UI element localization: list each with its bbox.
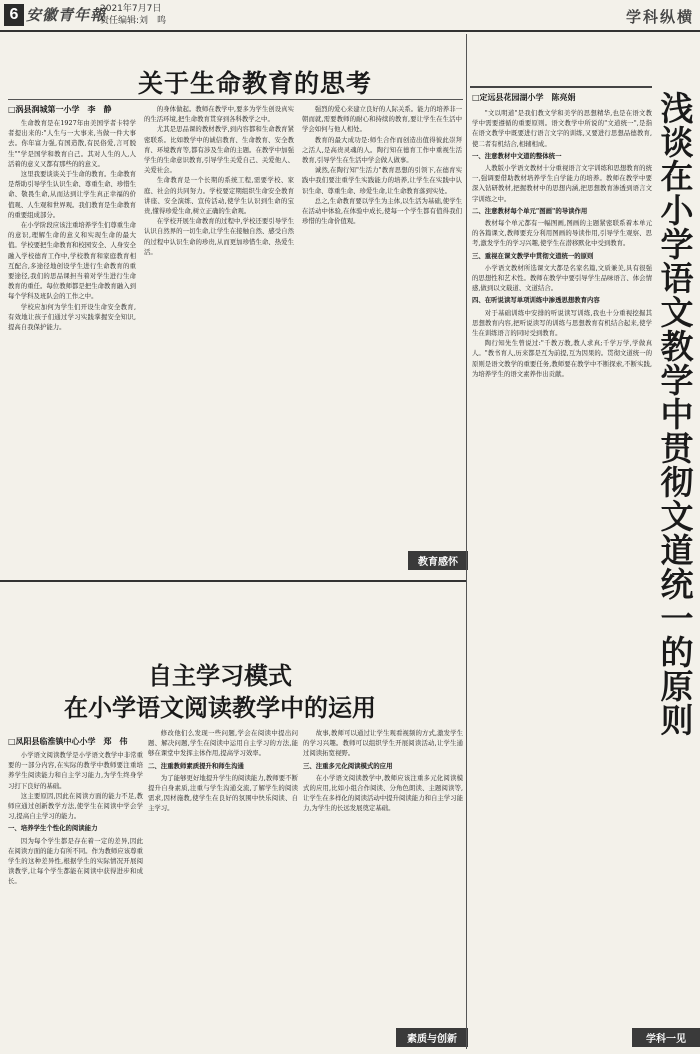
article1-title: 关于生命教育的思考 <box>137 69 372 98</box>
masthead-logo: 安徽青年報 <box>26 6 107 24</box>
article2-byline: □凤阳县临淮镇中心小学 郑 伟 <box>8 737 128 746</box>
paragraph: 在小学语文阅读教学中,教师应该注重多元化阅读模式的应用,比如小组合作阅读、分角色朗读、主题阅读等,让学生在多样化的阅读活动中提升阅读能力和自主学习能力,为学生的长远发展奠定基础。 <box>303 773 463 813</box>
article2-title <box>50 660 390 724</box>
paragraph: 尤其是思品课的教材教学,到内容都和生命教育紧密联系。比如教学中的诚信教育、生命教育、安全教育、环境教育等,都有涉及生命的主题。在教学中加强学生的生命意识教育,引导学生关爱自己、关爱他人、关爱社会。 <box>144 125 294 175</box>
paragraph: 诚然,在陶行知"生活力"教育思想的引领下,在德育实践中我们要注重学生实践能力的培养,让学生在实践中认识生命、尊重生命、珍爱生命,让生命教育落到实处。 <box>302 166 462 195</box>
article3-byline: □定远县花园湖小学 陈亮娟 <box>472 93 576 102</box>
header-meta <box>100 3 166 27</box>
column-divider <box>466 34 467 1049</box>
paragraph: 陶行知先生曾说过:"千教万教,教人求真;千学万学,学做真人。"教书育人,历来都是互为前提,互为因果的。贯彻文道统一的原则是语文教学的重要任务,教师要在教学中不断探索,不断实践,为培养学生的语文素养作出贡献。 <box>472 339 652 378</box>
paragraph: 在学校开展生命教育的过程中,学校还要引导学生认识自然界的一切生命,让学生在接触自然、感受自然的过程中认识生命的珍贵,从而更加珍惜生命、热爱生活。 <box>144 217 294 256</box>
section-title: 学科纵横 <box>625 8 694 26</box>
article3-title: 浅谈在小学语文教学中贯彻文道统一的原则 <box>660 89 694 740</box>
article2-title-line1: 自主学习模式 <box>148 662 292 690</box>
article1-byline: □涡县润城第一小学 李 静 <box>8 105 112 114</box>
subheading: 二、注重教师素质提升和师生沟通 <box>148 761 244 770</box>
paragraph: 小学语文阅读教学是小学语文教学中非常重要的一部分内容,在实际的教学中教师要注重培养学生阅读能力和自主学习能力,为学生终身学习打下良好的基础。 <box>8 751 143 790</box>
subheading: 一、培养学生个性化的阅读能力 <box>8 824 98 833</box>
paragraph: 在小学阶段应该注重培养学生们尊重生命的意识,理解生命的意义和实现生命的最大值。学校要把生命教育和校园安全、人身安全融入学校德育工作中,学校教育和家庭教育相互配合,多途径地创设学生进行生命教育的重要途径,我们的思品课担当着对学生进行生命教育的重任。每位教师都是把生命教育融入到每个学科及班队会的工作之中。 <box>8 221 136 301</box>
paragraph: 小学语文教材所选课文大都是名家名篇,文质兼美,具有很强的思想性和艺术性。教师在教学中要引导学生品味语言、体会情感,做到以文载道、文道结合。 <box>472 263 652 293</box>
article1-column-1 <box>8 118 136 573</box>
subheading: 三、重视在课文教学中贯彻文道统一的原则 <box>472 251 594 260</box>
article1-column-3 <box>302 104 462 544</box>
article2-column-3 <box>303 728 463 1018</box>
article3-top-rule <box>470 86 652 88</box>
paragraph: 人教版小学语文教材十分重视语言文字训练和思想教育的统一,强调要借助教材培养学生自学能力的培养。教师在教学中要深入钻研教材,把握教材中的思想内涵,把思想教育渗透到语言文字训练之中。 <box>472 164 652 203</box>
header-rule <box>0 30 700 32</box>
paragraph: 这主要原因,因此在阅读方面的能力不足,教师应通过创新教学方法,使学生在阅读中学会学习,提高自主学习的能力。 <box>8 791 143 821</box>
paragraph: "文以明道"是我们教文学和美学的思想精华,也是在语文教学中需要遵循的重要原则。语文教学中所说的"文道统一",是指在语文教学中既要进行语言文字的训练,又要进行思想品德教育,使二者有机结合,相辅相成。 <box>472 109 652 148</box>
article2-column-2 <box>148 728 298 1046</box>
subheading: 四、在听说读写单项训练中渗透思想教育内容 <box>472 296 600 305</box>
article3-body <box>472 108 652 1023</box>
editor-line: 责任编辑:刘 鸣 <box>100 16 167 26</box>
article2-column-1 <box>8 750 143 1045</box>
page-number-badge: 6 <box>4 4 24 26</box>
article1-column-2 <box>144 104 294 574</box>
article1-tag: 教育感怀 <box>408 551 468 570</box>
paragraph: 总之,生命教育要以学生为主体,以生活为基础,使学生在活动中体验,在体验中成长,使每一个学生都有值得我们珍惜的生命价值观。 <box>302 196 462 226</box>
paragraph: 因为每个学生都是存在着一定的差异,因此在阅读方面的能力有所不同。作为教师应该尊重学生的这种差异性,根据学生的实际情况开展阅读教学,让每个学生都能在阅读中获得进步和成长。 <box>8 836 143 886</box>
subheading: 一、注意教材中文道的整体统一 <box>472 151 562 160</box>
paragraph: 教材每个单元都有一幅图画,图画的主题紧密联系着本单元的各篇课文,教师要充分利用图画的导读作用,引导学生观察、思考,激发学生的学习兴趣,使学生在潜移默化中受到教育。 <box>472 219 652 248</box>
article-divider <box>0 580 466 582</box>
paragraph: 故事,教师可以通过让学生观看视频的方式,激发学生的学习兴趣。教师可以组织学生开展阅读活动,让学生通过阅读拓宽视野。 <box>303 729 463 758</box>
paragraph: 修改他们么发现一些问题,学会在阅读中提出问题、解决问题,学生在阅读中运用自主学习的方法,能够在课堂中发挥主体作用,提高学习效率。 <box>148 729 298 758</box>
article2-title-line2: 在小学语文阅读教学中的运用 <box>64 694 376 722</box>
paragraph: 生命教育是一个长期的系统工程,需要学校、家庭、社会的共同努力。学校要定期组织生命安全教育讲座、安全演练、宣传活动,使学生认识到生命的宝贵,懂得珍爱生命,树立正确的生命观。 <box>144 176 294 216</box>
paragraph: 教育的最大成功是:师生合作而创造出值得彼此崇拜之活人,是高贵灵魂的人。陶行知在德育工作中重视生活教育,引导学生在生活中学会做人做事。 <box>302 135 462 165</box>
subheading: 三、注重多元化阅读模式的应用 <box>303 761 393 770</box>
subheading: 二、注意教材每个单元"图画"的导读作用 <box>472 206 588 215</box>
issue-date: 2021年7月7日 <box>100 4 162 14</box>
paragraph: 学校应加何为学生们开设生命安全教育,有效地让孩子们通过学习实践掌握安全知识,提高自我保护能力。 <box>8 302 136 332</box>
paragraph: 对于基础训练中安排的听说读写训练,我也十分重视挖掘其思想教育内容,把听说读写的训练与思想教育有机结合起来,使学生在训练语言的同时受到教育。 <box>472 308 652 338</box>
article2-tag: 素质与创新 <box>396 1028 468 1047</box>
paragraph: 生命教育是在1927年由美国学者卡特学者提出来的:"人生与一大事来,当做一件大事去。你年富力强,有国造散,有民俗爱,言可脱生""学是国学和教育自己。其对人生的人,人活着的意义又都有那些的的意义。 <box>8 119 136 168</box>
article1-title-rule <box>8 99 463 100</box>
paragraph: 这里我要谈谈关于生命的教育。生命教育是帮助引导学生认识生命、尊重生命、珍惜生命、敬畏生命,从而达到让学生真正幸福的价值观、人生观和世界观。我们教育是生命教育的重要组成部分。 <box>8 170 136 219</box>
paragraph: 为了能够更好地提升学生的阅读能力,教师要不断提升自身素质,注重与学生沟通交流,了解学生的阅读需求,因材施教,使学生在良好的氛围中快乐阅读、自主学习。 <box>148 773 298 813</box>
article3-tag: 学科一见 <box>632 1028 700 1047</box>
paragraph: 强烈的爱心来建立良好的人际关系。能力的培养非一朝而就,需要教师的耐心和持续的教育,要让学生在生活中学会如何与他人相处。 <box>302 105 462 134</box>
paragraph: 的身体做起。教师在教学中,要多为学生创设真实的生活环境,把生命教育贯穿到各科教学之中。 <box>144 105 294 124</box>
